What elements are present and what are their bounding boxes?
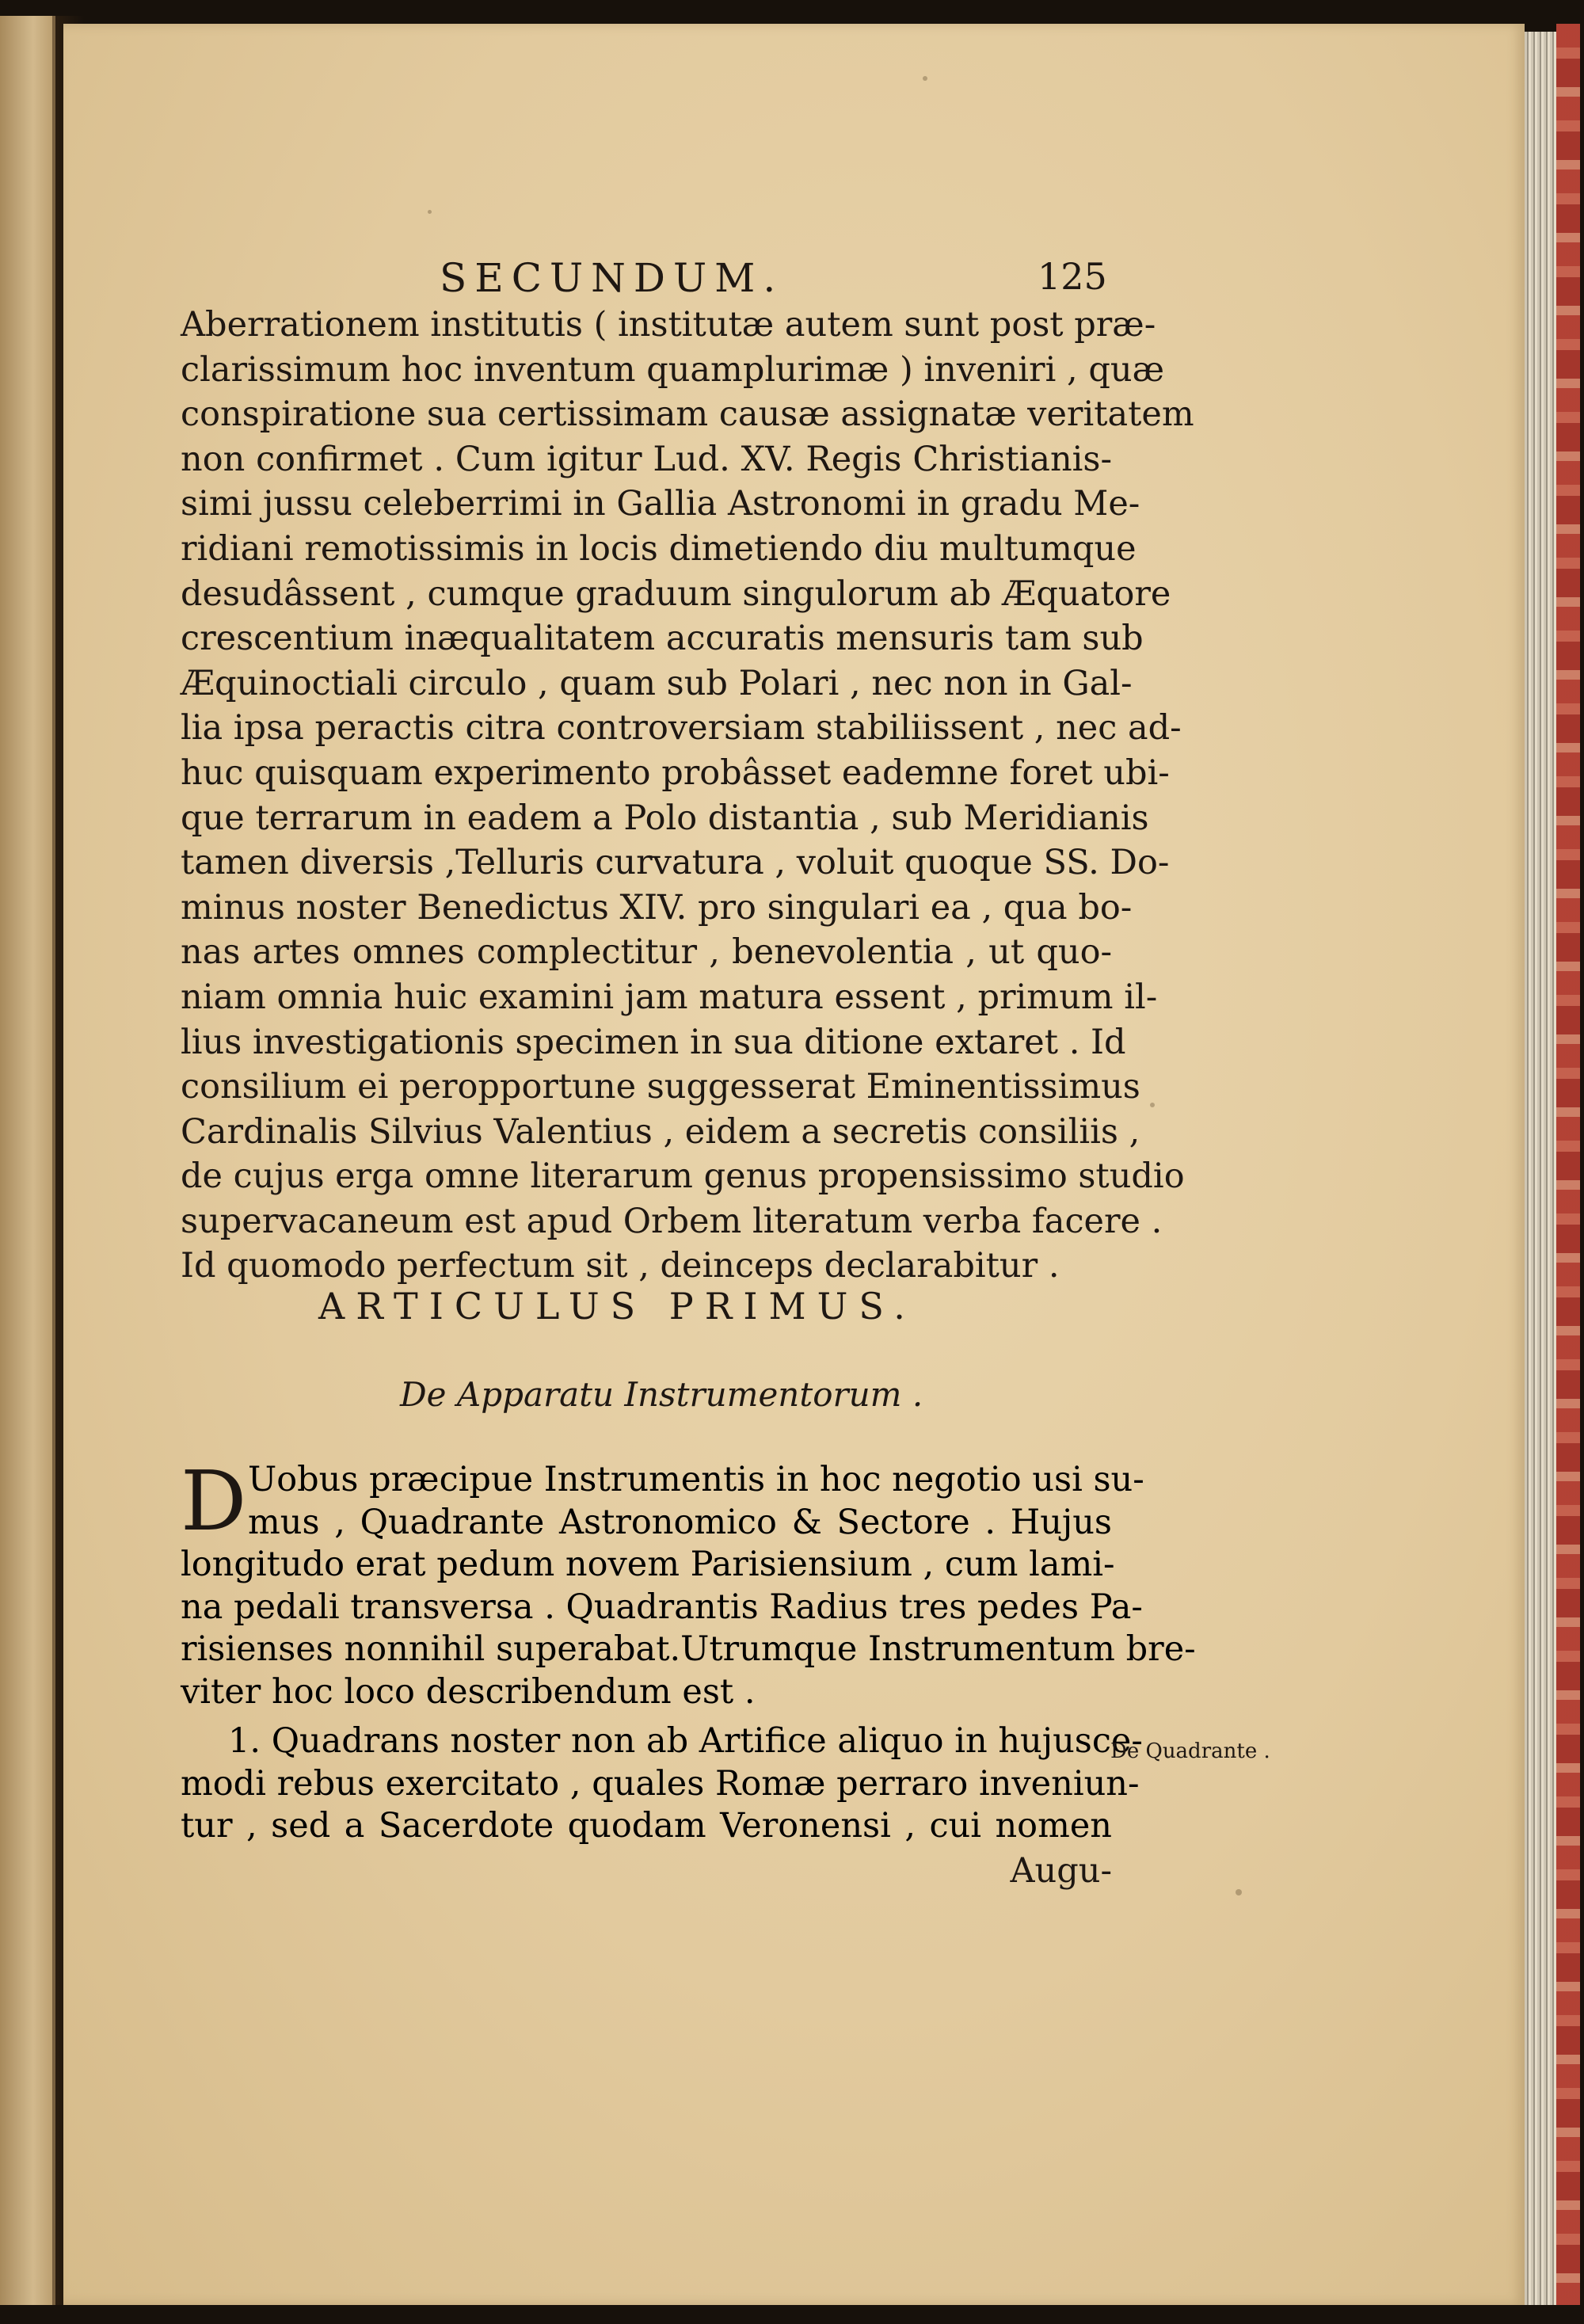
text-line: de cujus erga omne literarum genus propensissimo studio <box>181 1156 1185 1197</box>
text-line: risienses nonnihil superabat.Utrumque Instrumentum bre- <box>181 1629 1196 1669</box>
text-line: Id quomodo perfectum sit , deinceps declarabitur . <box>181 1246 1060 1286</box>
text-line: Æquinoctiali circulo , quam sub Polari , nec non in Gal- <box>181 663 1133 703</box>
text-line: huc quisquam experimento probâsset eademne foret ubi- <box>181 752 1170 793</box>
text-line: tamen diversis ,Telluris curvatura , voluit quoque SS. Do- <box>181 843 1170 883</box>
section-text <box>181 1453 1196 1713</box>
running-head: SECUNDUM. <box>440 255 784 301</box>
article-heading: ARTICULUS PRIMUS. <box>318 1285 916 1328</box>
text-line: Uobus præcipue Instrumentis in hoc negotio usi su- <box>248 1460 1144 1499</box>
red-sprinkled-edge <box>1556 24 1580 2305</box>
page-number: 125 <box>1038 255 1107 298</box>
section-subheading: De Apparatu Instrumentorum . <box>400 1375 923 1414</box>
text-line: simi jussu celeberrimi in Gallia Astronomi in gradu Me- <box>181 484 1140 524</box>
text-line: 1. Quadrans noster non ab Artifice aliquo in hujusce- <box>228 1721 1143 1761</box>
text-line: clarissimum hoc inventum quamplurimæ ) inveniri , quæ <box>181 349 1165 390</box>
text-line: lia ipsa peractis citra controversiam stabiliissent , nec ad- <box>181 708 1182 749</box>
text-line: Cardinalis Silvius Valentius , eidem a secretis consiliis , <box>181 1111 1140 1152</box>
text-line: mus , Quadrante Astronomico & Sectore . Hujus <box>248 1502 1112 1542</box>
text-line: conspiratione sua certissimam causæ assignatæ veritatem <box>181 394 1194 435</box>
text-line: lius investigationis specimen in sua ditione extaret . Id <box>181 1022 1126 1062</box>
text-line: tur , sed a Sacerdote quodam Veronensi , cui nomen <box>181 1806 1112 1846</box>
text-line: viter hoc loco describendum est . <box>181 1671 756 1712</box>
foxing-spot <box>1236 1889 1242 1895</box>
page-edges <box>1525 32 1556 2305</box>
text-line: desudâssent , cumque graduum singulorum ab Æquatore <box>181 573 1171 614</box>
text-line: ridiani remotissimis in locis dimetiendo diu multumque <box>181 528 1137 569</box>
text-line: non confirmet . Cum igitur Lud. XV. Regis Christianis- <box>181 439 1112 479</box>
text-line: consilium ei peropportune suggesserat Eminentissimus <box>181 1067 1140 1107</box>
margin-note: De Quadrante . <box>1110 1739 1270 1763</box>
item-text <box>181 1720 1143 1848</box>
text-line: nas artes omnes complectitur , benevolentia , ut quo- <box>181 932 1112 973</box>
text-line: Aberrationem institutis ( institutæ autem sunt post præ- <box>181 305 1156 345</box>
text-line: niam omnia huic examini jam matura essent , primum il- <box>181 977 1158 1017</box>
text-line: crescentium inæqualitatem accuratis mensuris tam sub <box>181 619 1144 659</box>
text-line: na pedali transversa . Quadrantis Radius tres pedes Pa- <box>181 1587 1143 1627</box>
drop-cap: D <box>181 1453 247 1549</box>
left-page-edge <box>0 16 55 2305</box>
text-line: supervacaneum est apud Orbem literatum verba facere . <box>181 1201 1163 1241</box>
catchword: Augu- <box>1010 1851 1112 1891</box>
body-text <box>181 303 1194 1289</box>
text-line: longitudo erat pedum novem Parisiensium , cum lami- <box>181 1545 1115 1584</box>
foxing-spot <box>923 76 927 81</box>
text-line: modi rebus exercitato , quales Romæ perraro inveniun- <box>181 1763 1140 1804</box>
text-line: que terrarum in eadem a Polo distantia , sub Meridianis <box>181 798 1149 838</box>
foxing-spot <box>428 210 432 214</box>
text-line: minus noster Benedictus XIV. pro singulari ea , qua bo- <box>181 887 1133 928</box>
foxing-spot <box>1150 1103 1155 1107</box>
